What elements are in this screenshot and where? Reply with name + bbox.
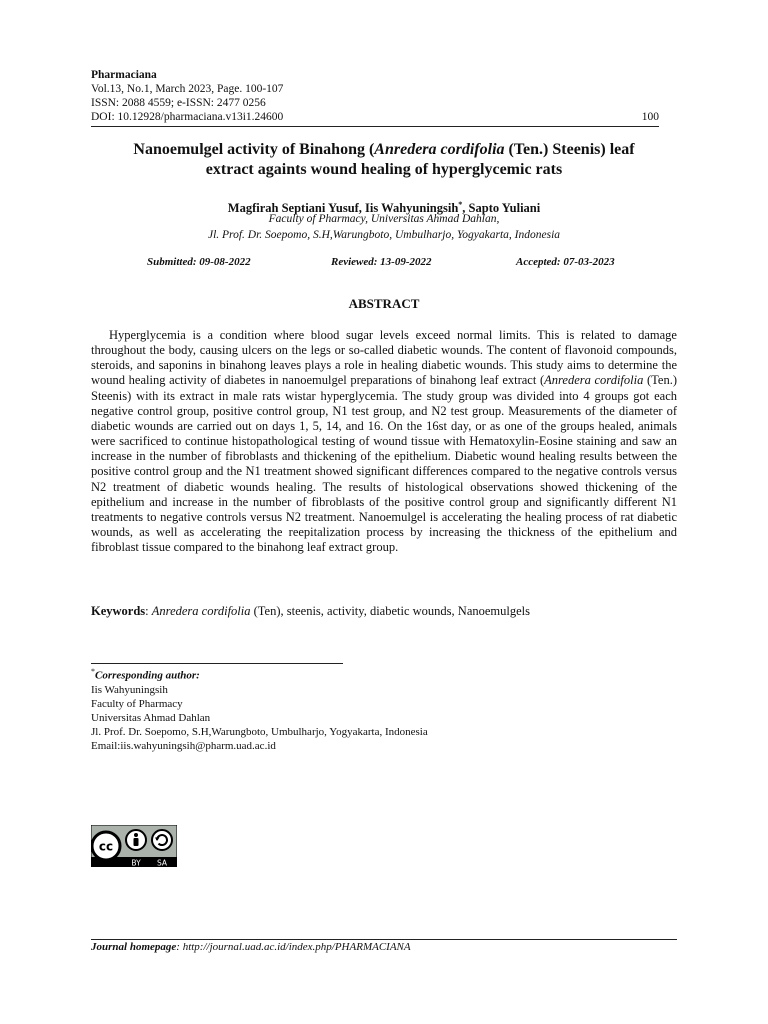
cc-by-sa-license-badge[interactable]	[91, 825, 177, 867]
issn-line: ISSN: 2088 4559; e-ISSN: 2477 0256	[91, 97, 266, 109]
doi-line	[91, 110, 659, 124]
journal-homepage	[91, 941, 677, 953]
title-text-2: (Ten.) Steenis) leaf	[504, 141, 635, 158]
sa-label: SA	[156, 858, 168, 867]
submitted-date: Submitted: 09-08-2022	[147, 256, 251, 268]
homepage-label: Journal homepage	[91, 941, 177, 953]
authors-text-1: Magfirah Septiani Yusuf, Iis Wahyuningsih	[227, 201, 459, 216]
corresponding-author-note	[91, 665, 677, 753]
title-text-1: Nanoemulgel activity of Binahong (	[133, 141, 375, 158]
accepted-date: Accepted: 07-03-2023	[516, 256, 615, 268]
title-species: Anredera cordifolia	[374, 141, 505, 158]
keywords	[91, 604, 677, 619]
footnote-line: Faculty of Pharmacy	[91, 697, 183, 710]
abstract-text-2: (Ten.) Steenis) with its extract in male rats wistar hyperglycemia. The study group was divided into 4 groups got each negative control group, positive control group, N1 test group, and N2 test group. Measurements of the diameter of diabetic wounds are carried out on days 1, 5, 14, and 16. On the 16st day, or as one of the groups healed, animals were sacrificed to continue histopathological testing of wound tissue with Hematoxylin-Eosine staining and saw an increase in the number of fibroblasts and thickening of the epithelium. Diabetic wound healing results between the positive control group and the N1 treatment showed significant differences compared to the negative controls versus N2 treatment of diabetic wounds healing. The results of histological observations showed thickening of the epithelium and increase in the number of fibroblasts of the positive control group and significantly different N1 treatments to negative controls versus N2 treatment. Nanoemulgel is accelerating the healing process of rat diabetic wounds, as well as accelerating the reepitalization process by increasing the thickness of the epithelium and fibroblast tissue compared to the binahong leaf extract group.	[91, 373, 677, 555]
journal-name: Pharmaciana	[91, 69, 157, 81]
affiliation-line-2: Jl. Prof. Dr. Soepomo, S.H,Warungboto, Umbulharjo, Yogyakarta, Indonesia	[207, 229, 561, 241]
footer-divider	[91, 939, 677, 940]
keywords-label: Keywords	[91, 604, 146, 618]
footnote-line: Iis Wahyuningsih	[91, 683, 168, 696]
footnote-divider	[91, 663, 343, 664]
footnote-title: Corresponding author:	[95, 669, 200, 682]
abstract-species: Anredera cordifolia	[544, 373, 644, 388]
doi-prefix: DOI:	[91, 111, 118, 123]
doi-link[interactable]: 10.12928/pharmaciana.v13i1.24600	[117, 111, 284, 123]
homepage-sep: :	[176, 941, 183, 953]
keywords-list: (Ten), steenis, activity, diabetic wounds, Nanoemulgels	[250, 604, 530, 618]
footnote-line: Universitas Ahmad Dahlan	[91, 711, 211, 724]
keywords-sep: :	[145, 604, 152, 618]
corresponding-mark: *	[458, 200, 463, 209]
affiliation-line-1: Faculty of Pharmacy, Universitas Ahmad Dahlan,	[268, 213, 500, 225]
homepage-link[interactable]: http://journal.uad.ac.id/index.php/PHARMACIANA	[182, 941, 411, 953]
by-label: BY	[131, 858, 141, 867]
footnote-mark: *	[91, 667, 95, 676]
volume-line: Vol.13, No.1, March 2023, Page. 100-107	[91, 83, 284, 95]
title-text-3: extract againts wound healing of hyperglycemic rats	[205, 161, 563, 178]
cc-icon-text: cc	[98, 839, 114, 854]
footnote-email: Email:iis.wahyuningsih@pharm.uad.ac.id	[91, 739, 276, 752]
authors-text-2: , Sapto Yuliani	[462, 201, 541, 216]
footnote-line: Jl. Prof. Dr. Soepomo, S.H,Warungboto, Umbulharjo, Yogyakarta, Indonesia	[91, 725, 428, 738]
abstract-text-1: Hyperglycemia is a condition where blood sugar levels exceed normal limits. This is related to damage throughout the body, causing ulcers on the legs or so-called diabetic wounds. The content of flavonoid compounds, steroids, and saponins in binahong leaves plays a role in healing diabetic wounds. This study aims to determine the wound healing activity of diabetes in nanoemulgel preparations of binahong leaf extract (	[91, 328, 677, 388]
share-alike-icon	[152, 830, 172, 850]
abstract-text	[91, 328, 677, 555]
page-number: 100	[641, 111, 659, 123]
article-title	[91, 140, 677, 180]
keywords-species: Anredera cordifolia	[151, 604, 251, 618]
abstract-heading: ABSTRACT	[348, 296, 420, 311]
journal-header	[91, 68, 659, 124]
reviewed-date: Reviewed: 13-09-2022	[331, 256, 432, 268]
header-divider	[91, 126, 659, 127]
